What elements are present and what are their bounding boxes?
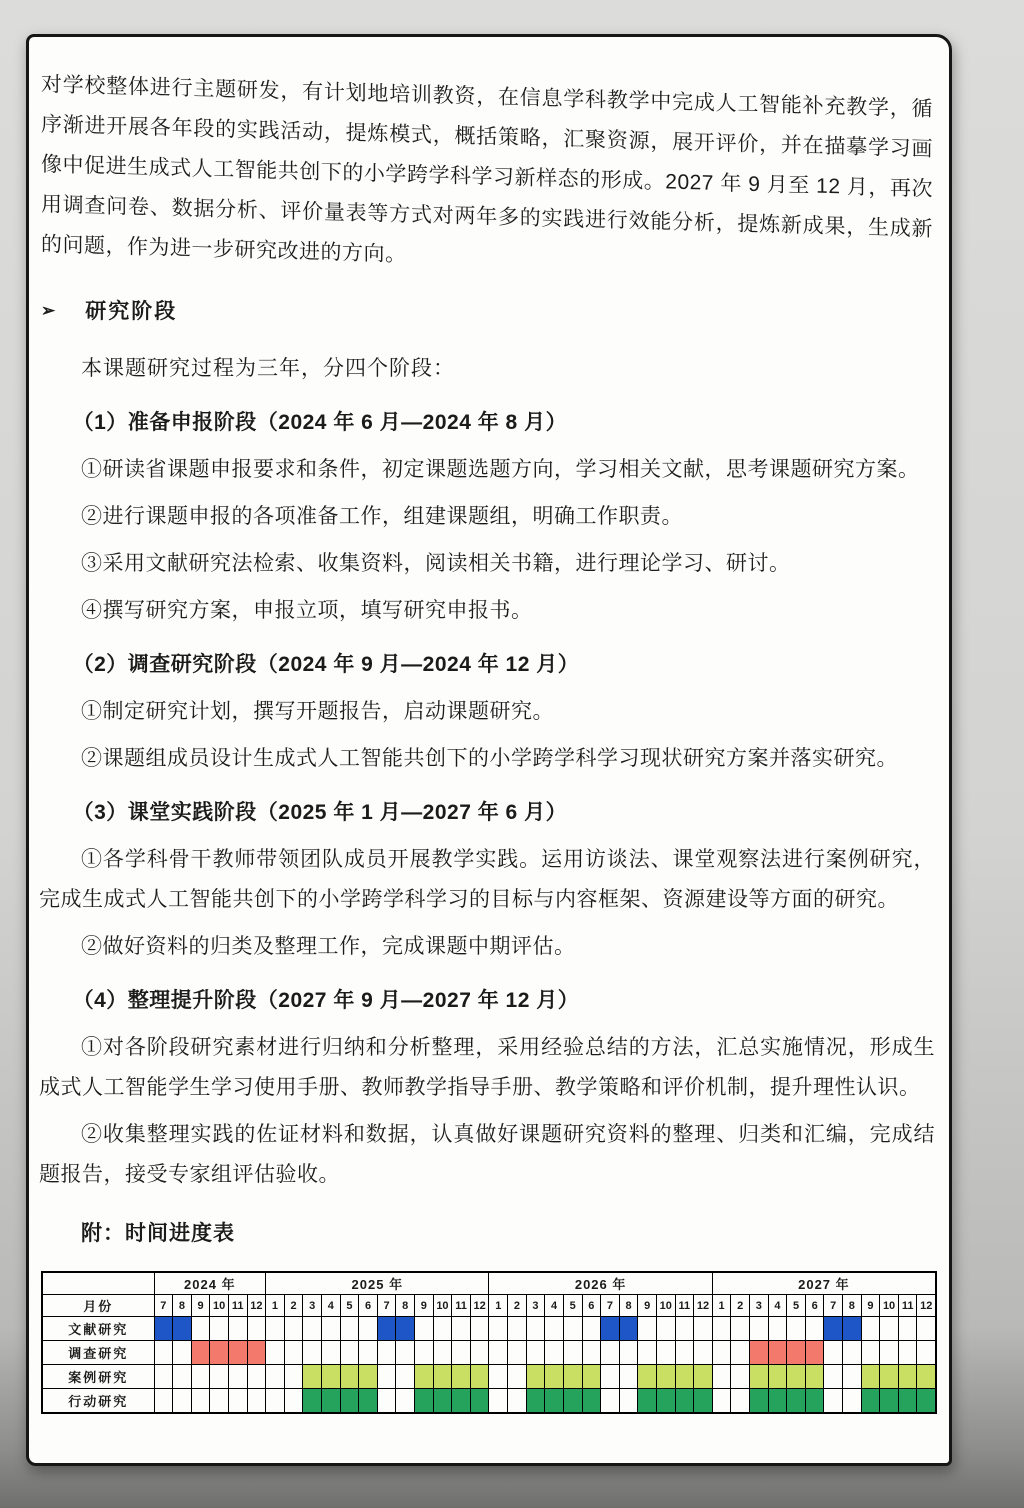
schedule-cell-empty	[415, 1341, 434, 1365]
month-header-cell: 8	[843, 1295, 862, 1317]
month-header-cell: 11	[228, 1295, 247, 1317]
schedule-cell-filled	[768, 1389, 787, 1414]
schedule-cell-filled	[415, 1389, 434, 1414]
schedule-cell-empty	[638, 1341, 657, 1365]
schedule-cell-filled	[526, 1365, 545, 1389]
schedule-cell-filled	[861, 1365, 880, 1389]
schedule-cell-filled	[787, 1389, 806, 1414]
month-header-cell: 3	[526, 1295, 545, 1317]
stage-item: ①研读省课题申报要求和条件，初定课题选题方向，学习相关文献，思考课题研究方案。	[81, 458, 920, 481]
schedule-cell-empty	[433, 1317, 452, 1341]
schedule-cell-empty	[843, 1389, 862, 1414]
schedule-cell-filled	[377, 1317, 396, 1341]
schedule-cell-empty	[601, 1365, 620, 1389]
schedule-cell-filled	[824, 1317, 843, 1341]
schedule-cell-empty	[210, 1365, 229, 1389]
schedule-cell-filled	[433, 1365, 452, 1389]
schedule-cell-empty	[191, 1389, 210, 1414]
schedule-cell-filled	[359, 1365, 378, 1389]
schedule-cell-filled	[582, 1389, 601, 1414]
month-header-cell: 11	[675, 1295, 694, 1317]
schedule-cell-empty	[563, 1341, 582, 1365]
schedule-cell-empty	[303, 1341, 322, 1365]
month-header-cell: 11	[898, 1295, 917, 1317]
month-header-cell: 3	[750, 1295, 769, 1317]
schedule-cell-filled	[880, 1389, 899, 1414]
schedule-cell-filled	[359, 1389, 378, 1414]
schedule-cell-filled	[843, 1317, 862, 1341]
schedule-cell-empty	[396, 1341, 415, 1365]
schedule-cell-empty	[731, 1341, 750, 1365]
schedule-cell-filled	[321, 1365, 340, 1389]
schedule-corner-cell	[42, 1272, 154, 1295]
schedule-cell-empty	[787, 1317, 806, 1341]
month-header-cell: 3	[303, 1295, 322, 1317]
schedule-cell-filled	[210, 1341, 229, 1365]
stage-heading-3: （3）课堂实践阶段（2025 年 1 月—2027 年 6 月）	[72, 801, 568, 824]
schedule-cell-empty	[619, 1365, 638, 1389]
schedule-cell-empty	[880, 1341, 899, 1365]
stage-item: ①对各阶段研究素材进行归纳和分析整理，采用经验总结的方法，汇总实施情况，形成生成式人工智能学生学习使用手册、教师教学指导手册、教学策略和评价机制，提升理性认识。	[39, 1036, 935, 1099]
month-header-cell: 9	[191, 1295, 210, 1317]
schedule-cell-empty	[210, 1317, 229, 1341]
schedule-cell-filled	[675, 1389, 694, 1414]
schedule-row-label: 行动研究	[42, 1389, 154, 1414]
schedule-cell-empty	[377, 1389, 396, 1414]
schedule-cell-filled	[694, 1389, 713, 1414]
schedule-cell-empty	[712, 1389, 731, 1414]
stage-item: ①各学科骨干教师带领团队成员开展教学实践。运用访谈法、课堂观察法进行案例研究，完成生成式人工智能共创下的小学跨学科学习的目标与内容框架、资源建设等方面的研究。	[39, 848, 935, 911]
schedule-cell-filled	[638, 1365, 657, 1389]
schedule-cell-filled	[917, 1365, 936, 1389]
schedule-cell-filled	[415, 1365, 434, 1389]
schedule-cell-empty	[824, 1389, 843, 1414]
year-header-2026: 2026 年	[489, 1272, 712, 1295]
month-header-cell: 9	[415, 1295, 434, 1317]
month-header-cell: 10	[210, 1295, 229, 1317]
schedule-cell-empty	[377, 1341, 396, 1365]
document-page	[26, 34, 952, 1466]
schedule-cell-empty	[415, 1317, 434, 1341]
schedule-cell-empty	[284, 1389, 303, 1414]
stage-item: ②进行课题申报的各项准备工作，组建课题组，明确工作职责。	[81, 505, 683, 528]
section-heading	[41, 295, 935, 325]
month-header-cell: 5	[787, 1295, 806, 1317]
schedule-cell-filled	[656, 1389, 675, 1414]
schedule-cell-filled	[470, 1365, 489, 1389]
schedule-cell-empty	[712, 1365, 731, 1389]
stage-item: ②做好资料的归类及整理工作，完成课题中期评估。	[81, 935, 576, 958]
schedule-cell-filled	[545, 1389, 564, 1414]
section-title: 研究阶段	[85, 300, 178, 323]
schedule-cell-empty	[843, 1341, 862, 1365]
schedule-cell-empty	[284, 1365, 303, 1389]
schedule-cell-empty	[694, 1317, 713, 1341]
year-header-2027: 2027 年	[712, 1272, 936, 1295]
month-header-label: 月份	[42, 1295, 154, 1317]
schedule-cell-empty	[247, 1365, 266, 1389]
schedule-cell-filled	[750, 1365, 769, 1389]
month-header-cell: 12	[470, 1295, 489, 1317]
schedule-cell-empty	[768, 1317, 787, 1341]
stage-item: ③采用文献研究法检索、收集资料，阅读相关书籍，进行理论学习、研讨。	[81, 552, 791, 575]
schedule-cell-empty	[898, 1341, 917, 1365]
schedule-cell-filled	[173, 1317, 192, 1341]
month-header-cell: 5	[563, 1295, 582, 1317]
schedule-cell-filled	[768, 1341, 787, 1365]
schedule-cell-empty	[508, 1365, 527, 1389]
schedule-cell-filled	[750, 1341, 769, 1365]
schedule-cell-filled	[340, 1365, 359, 1389]
schedule-cell-filled	[805, 1365, 824, 1389]
schedule-cell-filled	[619, 1317, 638, 1341]
schedule-cell-filled	[656, 1365, 675, 1389]
month-header-cell: 4	[321, 1295, 340, 1317]
schedule-cell-empty	[489, 1341, 508, 1365]
month-header-cell: 12	[917, 1295, 936, 1317]
schedule-cell-empty	[545, 1341, 564, 1365]
schedule-cell-filled	[638, 1389, 657, 1414]
month-header-cell: 6	[359, 1295, 378, 1317]
stage-heading-4: （4）整理提升阶段（2027 年 9 月—2027 年 12 月）	[72, 989, 580, 1012]
schedule-cell-empty	[582, 1317, 601, 1341]
schedule-cell-empty	[824, 1365, 843, 1389]
schedule-cell-empty	[861, 1317, 880, 1341]
month-header-cell: 12	[247, 1295, 266, 1317]
schedule-cell-empty	[675, 1317, 694, 1341]
schedule-cell-filled	[470, 1389, 489, 1414]
stages-container	[39, 403, 935, 1195]
month-header-cell: 6	[805, 1295, 824, 1317]
schedule-cell-empty	[526, 1341, 545, 1365]
stage-item: ②课题组成员设计生成式人工智能共创下的小学跨学科学习现状研究方案并落实研究。	[81, 747, 898, 770]
month-header-cell: 1	[266, 1295, 285, 1317]
schedule-cell-empty	[173, 1389, 192, 1414]
schedule-row-label: 调查研究	[42, 1341, 154, 1365]
schedule-cell-empty	[228, 1389, 247, 1414]
month-header-cell: 11	[452, 1295, 471, 1317]
schedule-cell-empty	[750, 1317, 769, 1341]
schedule-cell-filled	[768, 1365, 787, 1389]
month-header-cell: 7	[377, 1295, 396, 1317]
schedule-cell-filled	[303, 1365, 322, 1389]
schedule-cell-filled	[601, 1317, 620, 1341]
month-header-cell: 9	[638, 1295, 657, 1317]
schedule-cell-empty	[824, 1341, 843, 1365]
schedule-cell-filled	[787, 1365, 806, 1389]
schedule-row-label: 文献研究	[42, 1317, 154, 1341]
intro-paragraph: 对学校整体进行主题研发，有计划地培训教资，在信息学科教学中完成人工智能补充教学，循序渐进开展各年段的实践活动，提炼模式，概括策略，汇聚资源，展开评价，并在描摹学习画像中促进生成式人工智能共创下的小学跨学科学习新样态的形成。2027 年 9 月至 12 月，再次用调查问卷、数据分析、评价量表等方式对两年多的实践进行效能分析，提炼新成果，生成新的问题，作为进一步研究改进的方向。	[41, 73, 933, 267]
schedule-cell-empty	[731, 1365, 750, 1389]
schedule-cell-empty	[154, 1365, 173, 1389]
month-header-cell: 8	[396, 1295, 415, 1317]
month-header-cell: 4	[768, 1295, 787, 1317]
schedule-cell-empty	[154, 1389, 173, 1414]
schedule-cell-empty	[917, 1341, 936, 1365]
month-header-cell: 1	[489, 1295, 508, 1317]
schedule-cell-empty	[452, 1317, 471, 1341]
schedule-cell-filled	[861, 1389, 880, 1414]
schedule-row	[42, 1341, 936, 1365]
schedule-cell-filled	[675, 1365, 694, 1389]
schedule-cell-filled	[582, 1365, 601, 1389]
schedule-cell-empty	[489, 1389, 508, 1414]
schedule-cell-empty	[396, 1365, 415, 1389]
schedule-cell-filled	[898, 1365, 917, 1389]
schedule-cell-filled	[787, 1341, 806, 1365]
month-header-cell: 8	[173, 1295, 192, 1317]
schedule-cell-empty	[266, 1365, 285, 1389]
schedule-cell-empty	[433, 1341, 452, 1365]
schedule-cell-empty	[247, 1317, 266, 1341]
schedule-cell-empty	[173, 1365, 192, 1389]
schedule-cell-empty	[154, 1341, 173, 1365]
schedule-row	[42, 1389, 936, 1414]
schedule-cell-empty	[228, 1365, 247, 1389]
schedule-row	[42, 1317, 936, 1341]
month-header-cell: 7	[154, 1295, 173, 1317]
month-header-cell: 10	[880, 1295, 899, 1317]
schedule-cell-empty	[321, 1341, 340, 1365]
schedule-cell-filled	[917, 1389, 936, 1414]
stage-item: ②收集整理实践的佐证材料和数据，认真做好课题研究资料的整理、归类和汇编，完成结题报告，接受专家组评估验收。	[39, 1123, 935, 1186]
schedule-table	[41, 1271, 937, 1414]
schedule-cell-empty	[340, 1317, 359, 1341]
schedule-cell-empty	[731, 1389, 750, 1414]
schedule-cell-empty	[191, 1317, 210, 1341]
schedule-cell-empty	[359, 1317, 378, 1341]
stage-heading-1: （1）准备申报阶段（2024 年 6 月—2024 年 8 月）	[72, 411, 568, 434]
month-header-cell: 8	[619, 1295, 638, 1317]
schedule-cell-filled	[805, 1341, 824, 1365]
section-lead: 本课题研究过程为三年，分四个阶段：	[81, 357, 455, 380]
schedule-cell-empty	[694, 1341, 713, 1365]
schedule-cell-filled	[880, 1365, 899, 1389]
schedule-cell-empty	[266, 1341, 285, 1365]
schedule-cell-empty	[470, 1317, 489, 1341]
schedule-cell-empty	[712, 1317, 731, 1341]
schedule-cell-filled	[750, 1389, 769, 1414]
schedule-cell-filled	[154, 1317, 173, 1341]
schedule-cell-empty	[452, 1341, 471, 1365]
schedule-cell-empty	[191, 1365, 210, 1389]
schedule-cell-empty	[563, 1317, 582, 1341]
stage-heading-2: （2）调查研究阶段（2024 年 9 月—2024 年 12 月）	[72, 653, 580, 676]
month-header-cell: 2	[731, 1295, 750, 1317]
month-header-cell: 5	[340, 1295, 359, 1317]
schedule-cell-filled	[452, 1365, 471, 1389]
month-header-cell: 12	[694, 1295, 713, 1317]
schedule-cell-filled	[303, 1389, 322, 1414]
schedule-cell-empty	[266, 1317, 285, 1341]
month-header-cell: 7	[824, 1295, 843, 1317]
stage-item: ④撰写研究方案，申报立项，填写研究申报书。	[81, 599, 533, 622]
schedule-cell-empty	[396, 1389, 415, 1414]
schedule-row	[42, 1365, 936, 1389]
schedule-cell-empty	[731, 1317, 750, 1341]
schedule-cell-filled	[452, 1389, 471, 1414]
schedule-row-label: 案例研究	[42, 1365, 154, 1389]
schedule-cell-empty	[526, 1317, 545, 1341]
schedule-cell-filled	[563, 1365, 582, 1389]
schedule-cell-filled	[228, 1341, 247, 1365]
schedule-cell-empty	[228, 1317, 247, 1341]
schedule-cell-empty	[508, 1341, 527, 1365]
schedule-cell-filled	[805, 1389, 824, 1414]
attachment-label: 附：时间进度表	[81, 1222, 235, 1245]
month-header-cell: 2	[284, 1295, 303, 1317]
schedule-cell-empty	[582, 1341, 601, 1365]
schedule-cell-empty	[359, 1341, 378, 1365]
schedule-cell-empty	[601, 1389, 620, 1414]
schedule-cell-empty	[321, 1317, 340, 1341]
schedule-cell-empty	[880, 1317, 899, 1341]
month-header-cell: 2	[508, 1295, 527, 1317]
month-header-cell: 4	[545, 1295, 564, 1317]
schedule-cell-empty	[917, 1317, 936, 1341]
schedule-cell-empty	[843, 1365, 862, 1389]
year-header-2025: 2025 年	[266, 1272, 489, 1295]
month-header-cell: 9	[861, 1295, 880, 1317]
schedule-cell-empty	[470, 1341, 489, 1365]
schedule-cell-empty	[675, 1341, 694, 1365]
month-header-cell: 7	[601, 1295, 620, 1317]
schedule-cell-empty	[173, 1341, 192, 1365]
schedule-cell-empty	[619, 1389, 638, 1414]
stage-item: ①制定研究计划，撰写开题报告，启动课题研究。	[81, 700, 554, 723]
month-header-cell: 1	[712, 1295, 731, 1317]
schedule-cell-empty	[898, 1317, 917, 1341]
schedule-cell-empty	[619, 1341, 638, 1365]
schedule-cell-filled	[694, 1365, 713, 1389]
schedule-cell-empty	[284, 1341, 303, 1365]
schedule-cell-empty	[284, 1317, 303, 1341]
schedule-cell-empty	[489, 1317, 508, 1341]
schedule-cell-filled	[191, 1341, 210, 1365]
month-header-cell: 10	[656, 1295, 675, 1317]
schedule-cell-filled	[433, 1389, 452, 1414]
month-header-cell: 10	[433, 1295, 452, 1317]
schedule-cell-filled	[526, 1389, 545, 1414]
schedule-cell-empty	[805, 1317, 824, 1341]
schedule-cell-empty	[712, 1341, 731, 1365]
schedule-cell-empty	[545, 1317, 564, 1341]
schedule-cell-empty	[656, 1341, 675, 1365]
schedule-cell-empty	[656, 1317, 675, 1341]
schedule-cell-filled	[247, 1341, 266, 1365]
schedule-cell-empty	[377, 1365, 396, 1389]
schedule-cell-filled	[898, 1389, 917, 1414]
schedule-cell-empty	[508, 1317, 527, 1341]
schedule-cell-empty	[210, 1389, 229, 1414]
schedule-cell-empty	[247, 1389, 266, 1414]
schedule-cell-empty	[508, 1389, 527, 1414]
month-header-cell: 6	[582, 1295, 601, 1317]
schedule-cell-filled	[340, 1389, 359, 1414]
schedule-cell-empty	[303, 1317, 322, 1341]
schedule-cell-filled	[396, 1317, 415, 1341]
schedule-cell-filled	[545, 1365, 564, 1389]
schedule-cell-empty	[489, 1365, 508, 1389]
schedule-cell-empty	[340, 1341, 359, 1365]
schedule-cell-empty	[266, 1389, 285, 1414]
schedule-cell-filled	[321, 1389, 340, 1414]
schedule-cell-empty	[638, 1317, 657, 1341]
arrow-bullet-icon: ➢	[41, 301, 58, 320]
year-header-2024: 2024 年	[154, 1272, 266, 1295]
schedule-cell-empty	[601, 1341, 620, 1365]
schedule-cell-filled	[563, 1389, 582, 1414]
schedule-cell-empty	[861, 1341, 880, 1365]
